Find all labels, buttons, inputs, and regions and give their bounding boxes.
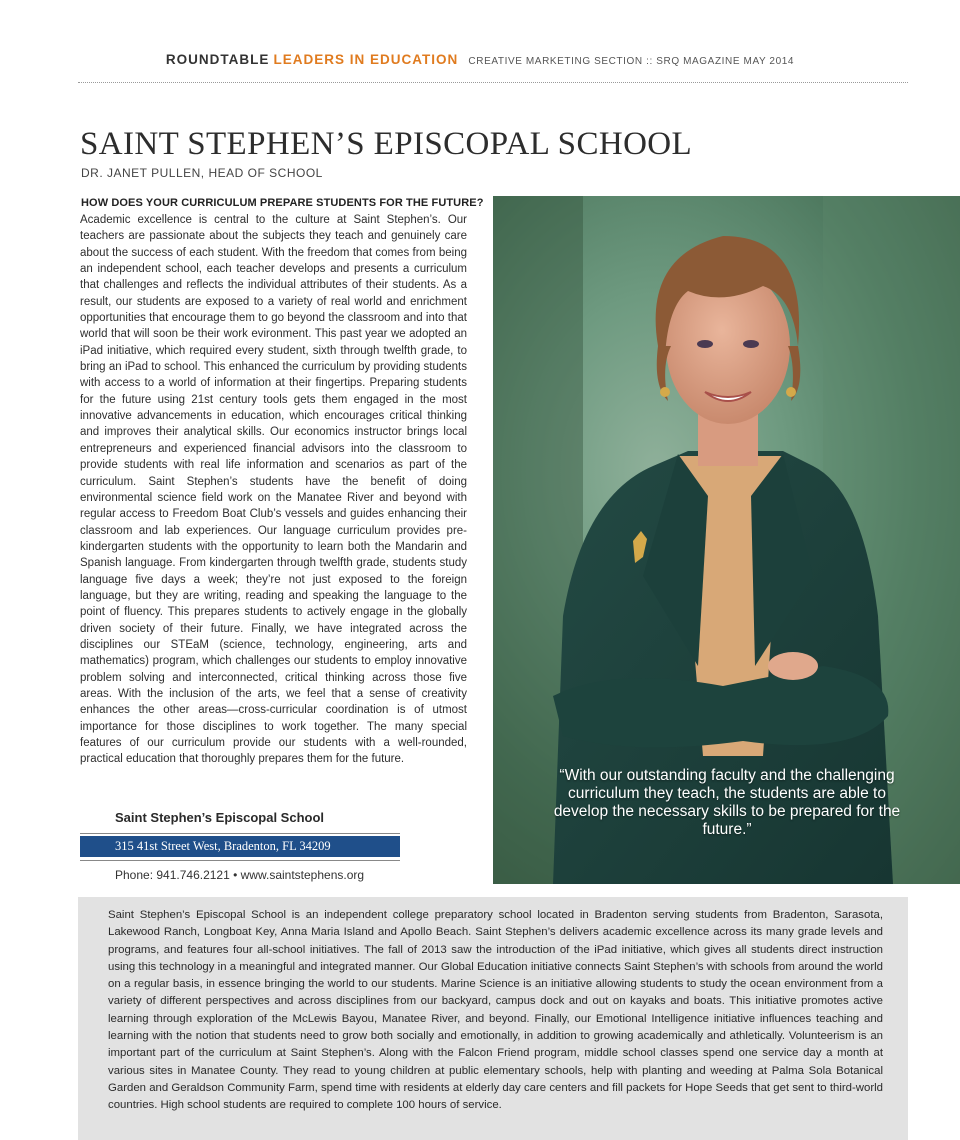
pull-quote: “With our outstanding faculty and the challenging curriculum they teach, the students are able to develop the necessary skills to be prepared for the future.”: [553, 767, 901, 838]
article-body: Academic excellence is central to the culture at Saint Stephen’s. Our teachers are passionate about the subjects they teach and genuinely care about the success of each student. With the freedom that comes from being an independent school, each teacher develops and presents a curriculum that challenges and reflects the individual attributes of their students. As a result, our students are exposed to a variety of real world and enrichment opportunities that encourage them to go beyond the classroom and into that world that will soon be their work evironment. This past year we adopted an iPad initiative, which required every student, sixth through twelfth grade, to bring an iPad to school. This enhanced the curriculum by providing students with access to a world of information at their fingertips. Preparing students for the future using 21st century tools gets them engaged in the most innovative advancements in education, which encourages critical thinking and improves their analytical skills. Our economics instructor brings local entrepreneurs and experienced financial advisors into the classroom to provide students with real life information and scenarios as part of the curriculum. Saint Stephen’s students have the benefit of doing environmental science field work on the Manatee River and beyond with regular access to Freedom Boat Club’s vessels and guides enhancing their classroom and lab experiences. Our language curriculum provides pre-kindergarten students with the opportunity to learn both the Mandarin and Spanish language. From kindergarten through twelfth grade, students study language five days a week; they’re not just exposed to the foreign language, but they are writing, reading and speaking the language to the point of fluency. This prepares students to actively engage in the globally driven society of their future. Finally, we have integrated across the disciplines our STEaM (science, technology, engineering, arts and mathematics) program, which challenges our students to employ innovative problem solving and interconnected, critical thinking across those five areas. With the inclusion of the arts, we feel that a sense of creativity enhances the other areas—cross-curricular coordination is of utmost importance for those disciplines to work together. The many special features of our curriculum provide our students with a well-rounded, practical education that thoroughly prepares them for the future.: [80, 214, 467, 766]
school-overview-box: [78, 897, 908, 1140]
portrait-photo: [493, 196, 960, 884]
school-name: Saint Stephen’s Episcopal School: [115, 810, 325, 825]
article-subtitle: DR. JANET PULLEN, HEAD OF SCHOOL: [81, 166, 323, 180]
header-divider: [78, 82, 908, 83]
contact-divider-bottom: [80, 860, 400, 861]
school-address: 315 41st Street West, Bradenton, FL 34209: [115, 839, 331, 853]
header-brand: ROUNDTABLE: [165, 52, 270, 67]
interview-question: HOW DOES YOUR CURRICULUM PREPARE STUDENTS FOR THE FUTURE?: [81, 197, 484, 209]
address-bar: [80, 836, 400, 857]
article-title: SAINT STEPHEN’S EPISCOPAL SCHOOL: [80, 126, 693, 162]
phone-website: Phone: 941.746.2121 • www.saintstephens.org: [115, 868, 365, 882]
page-header: [0, 52, 960, 67]
header-meta: CREATIVE MARKETING SECTION :: SRQ MAGAZINE MAY 2014: [468, 56, 795, 67]
school-overview-text: Saint Stephen’s Episcopal School is an independent college preparatory school located in Bradenton serving students from Bradenton, Sarasota, Lakewood Ranch, Longboat Key, Anna Maria Island and Apollo Beach. Saint Stephen’s delivers academic excellence across its many grade levels and programs, and features four all-school initiatives. The fall of 2013 saw the introduction of the iPad initiative, which gives all students direct instruction using this technology in a meaningful and integrated manner. Our Global Education initiative connects Saint Stephen’s with schools from around the world on a regular basis, in essence bringing the world to our students. Marine Science is an initiative allowing students to study the ocean environment from a variety of different perspectives and across disciplines from our backyard, campus dock and out on kayaks and boats. This initiative promotes active learning through exploration of the McLewis Bayou, Manatee River, and beyond. Finally, our Emotional Intelligence initiative influences teaching and learning with the notion that students need to grow both socially and emotionally, in addition to growing academically and athletically. Volunteerism is an important part of the curriculum at Saint Stephen’s. Along with the Falcon Friend program, middle school classes spend one service day a month at various sites in Manatee County. They read to young children at public elementary schools, help with planting and weeding at Palma Sola Botanical Garden and Geraldson Community Farm, spend time with residents at elderly day care centers and fill packets for Hope Seeds that get sent to third-world countries. High school students are required to complete 100 hours of service.: [108, 909, 883, 1112]
contact-divider-top: [80, 833, 400, 834]
header-section: LEADERS IN EDUCATION: [273, 52, 459, 67]
